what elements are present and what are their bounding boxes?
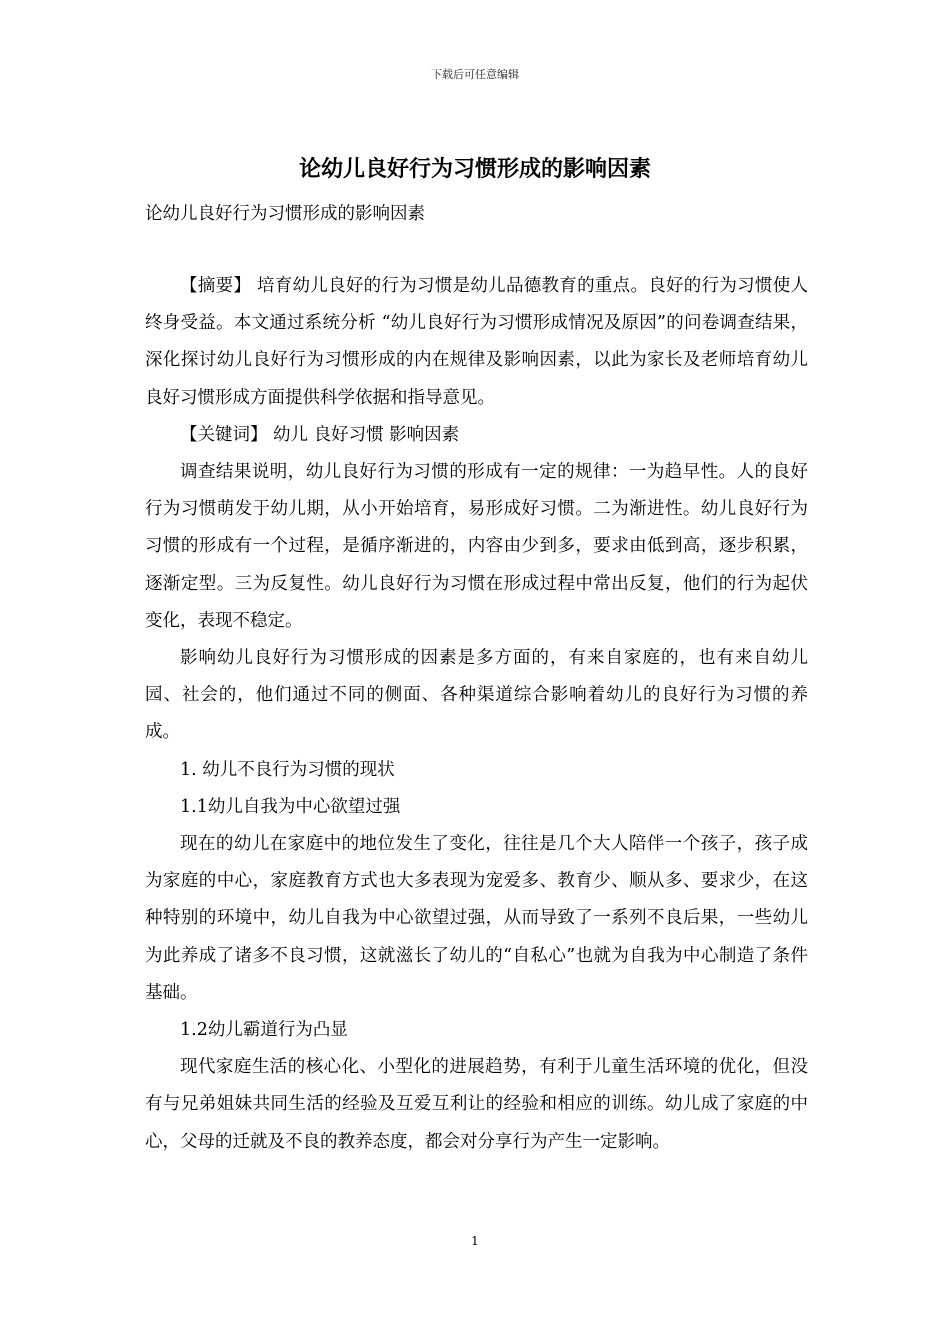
body-paragraph: 影响幼儿良好行为习惯形成的因素是多方面的，有来自家庭的，也有来自幼儿园、社会的，他们通过不同的侧面、各种渠道综合影响着幼儿的良好行为习惯的养成。 (145, 648, 808, 743)
body-paragraph: 现代家庭生活的核心化、小型化的进展趋势，有利于儿童生活环境的优化，但没有与兄弟姐妹共同生活的经验及互爱互利让的经验和相应的训练。幼儿成了家庭的中心，父母的迁就及不良的教养态度，都会对分享行为产生一定影响。 (145, 1057, 808, 1152)
body-paragraph: 调查结果说明，幼儿良好行为习惯的形成有一定的规律：一为趋早性。人的良好行为习惯萌发于幼儿期，从小开始培育，易形成好习惯。二为渐进性。幼儿良好行为习惯的形成有一个过程，是循序渐进的，内容由少到多，要求由低到高，逐步积累，逐渐定型。三为反复性。幼儿良好行为习惯在形成过程中常出反复，他们的行为起伏变化，表现不稳定。 (145, 462, 808, 631)
keywords-paragraph: 【关键词】 幼儿 良好习惯 影响因素 (180, 424, 460, 445)
document-title: 论幼儿良好行为习惯形成的影响因素 (298, 157, 651, 182)
document-subtitle: 论幼儿良好行为习惯形成的影响因素 (145, 204, 425, 224)
body-paragraph: 现在的幼儿在家庭中的地位发生了变化，往往是几个大人陪伴一个孩子，孩子成为家庭的中心，家庭教育方式也大多表现为宠爱多、教育少、顺从多、要求少，在这种特别的环境中，幼儿自我为中心欲望过强，从而导致了一系列不良后果，一些幼儿为此养成了诸多不良习惯，这就滋长了幼儿的“自私心”也就为自我为中心制造了条件基础。 (145, 834, 808, 1003)
abstract-paragraph: 【摘要】 培育幼儿良好的行为习惯是幼儿品德教育的重点。良好的行为习惯使人终身受益。本文通过系统分析 “幼儿良好行为习惯形成情况及原因”的问卷调查结果，深化探讨幼儿良好行为习惯形成的内在规律及影响因素，以此为家长及老师培育幼儿良好习惯形成方面提供科学依据和指导意见。 (145, 276, 808, 408)
page-header-note: 下载后可任意编辑 (431, 68, 519, 81)
subsection-heading: 1.2幼儿霸道行为凸显 (180, 1020, 348, 1041)
page-number: 1 (471, 1234, 479, 1248)
subsection-heading: 1.1幼儿自我为中心欲望过强 (180, 796, 401, 817)
document-body (145, 268, 808, 1161)
section-heading: 1. 幼儿不良行为习惯的现状 (180, 759, 395, 780)
